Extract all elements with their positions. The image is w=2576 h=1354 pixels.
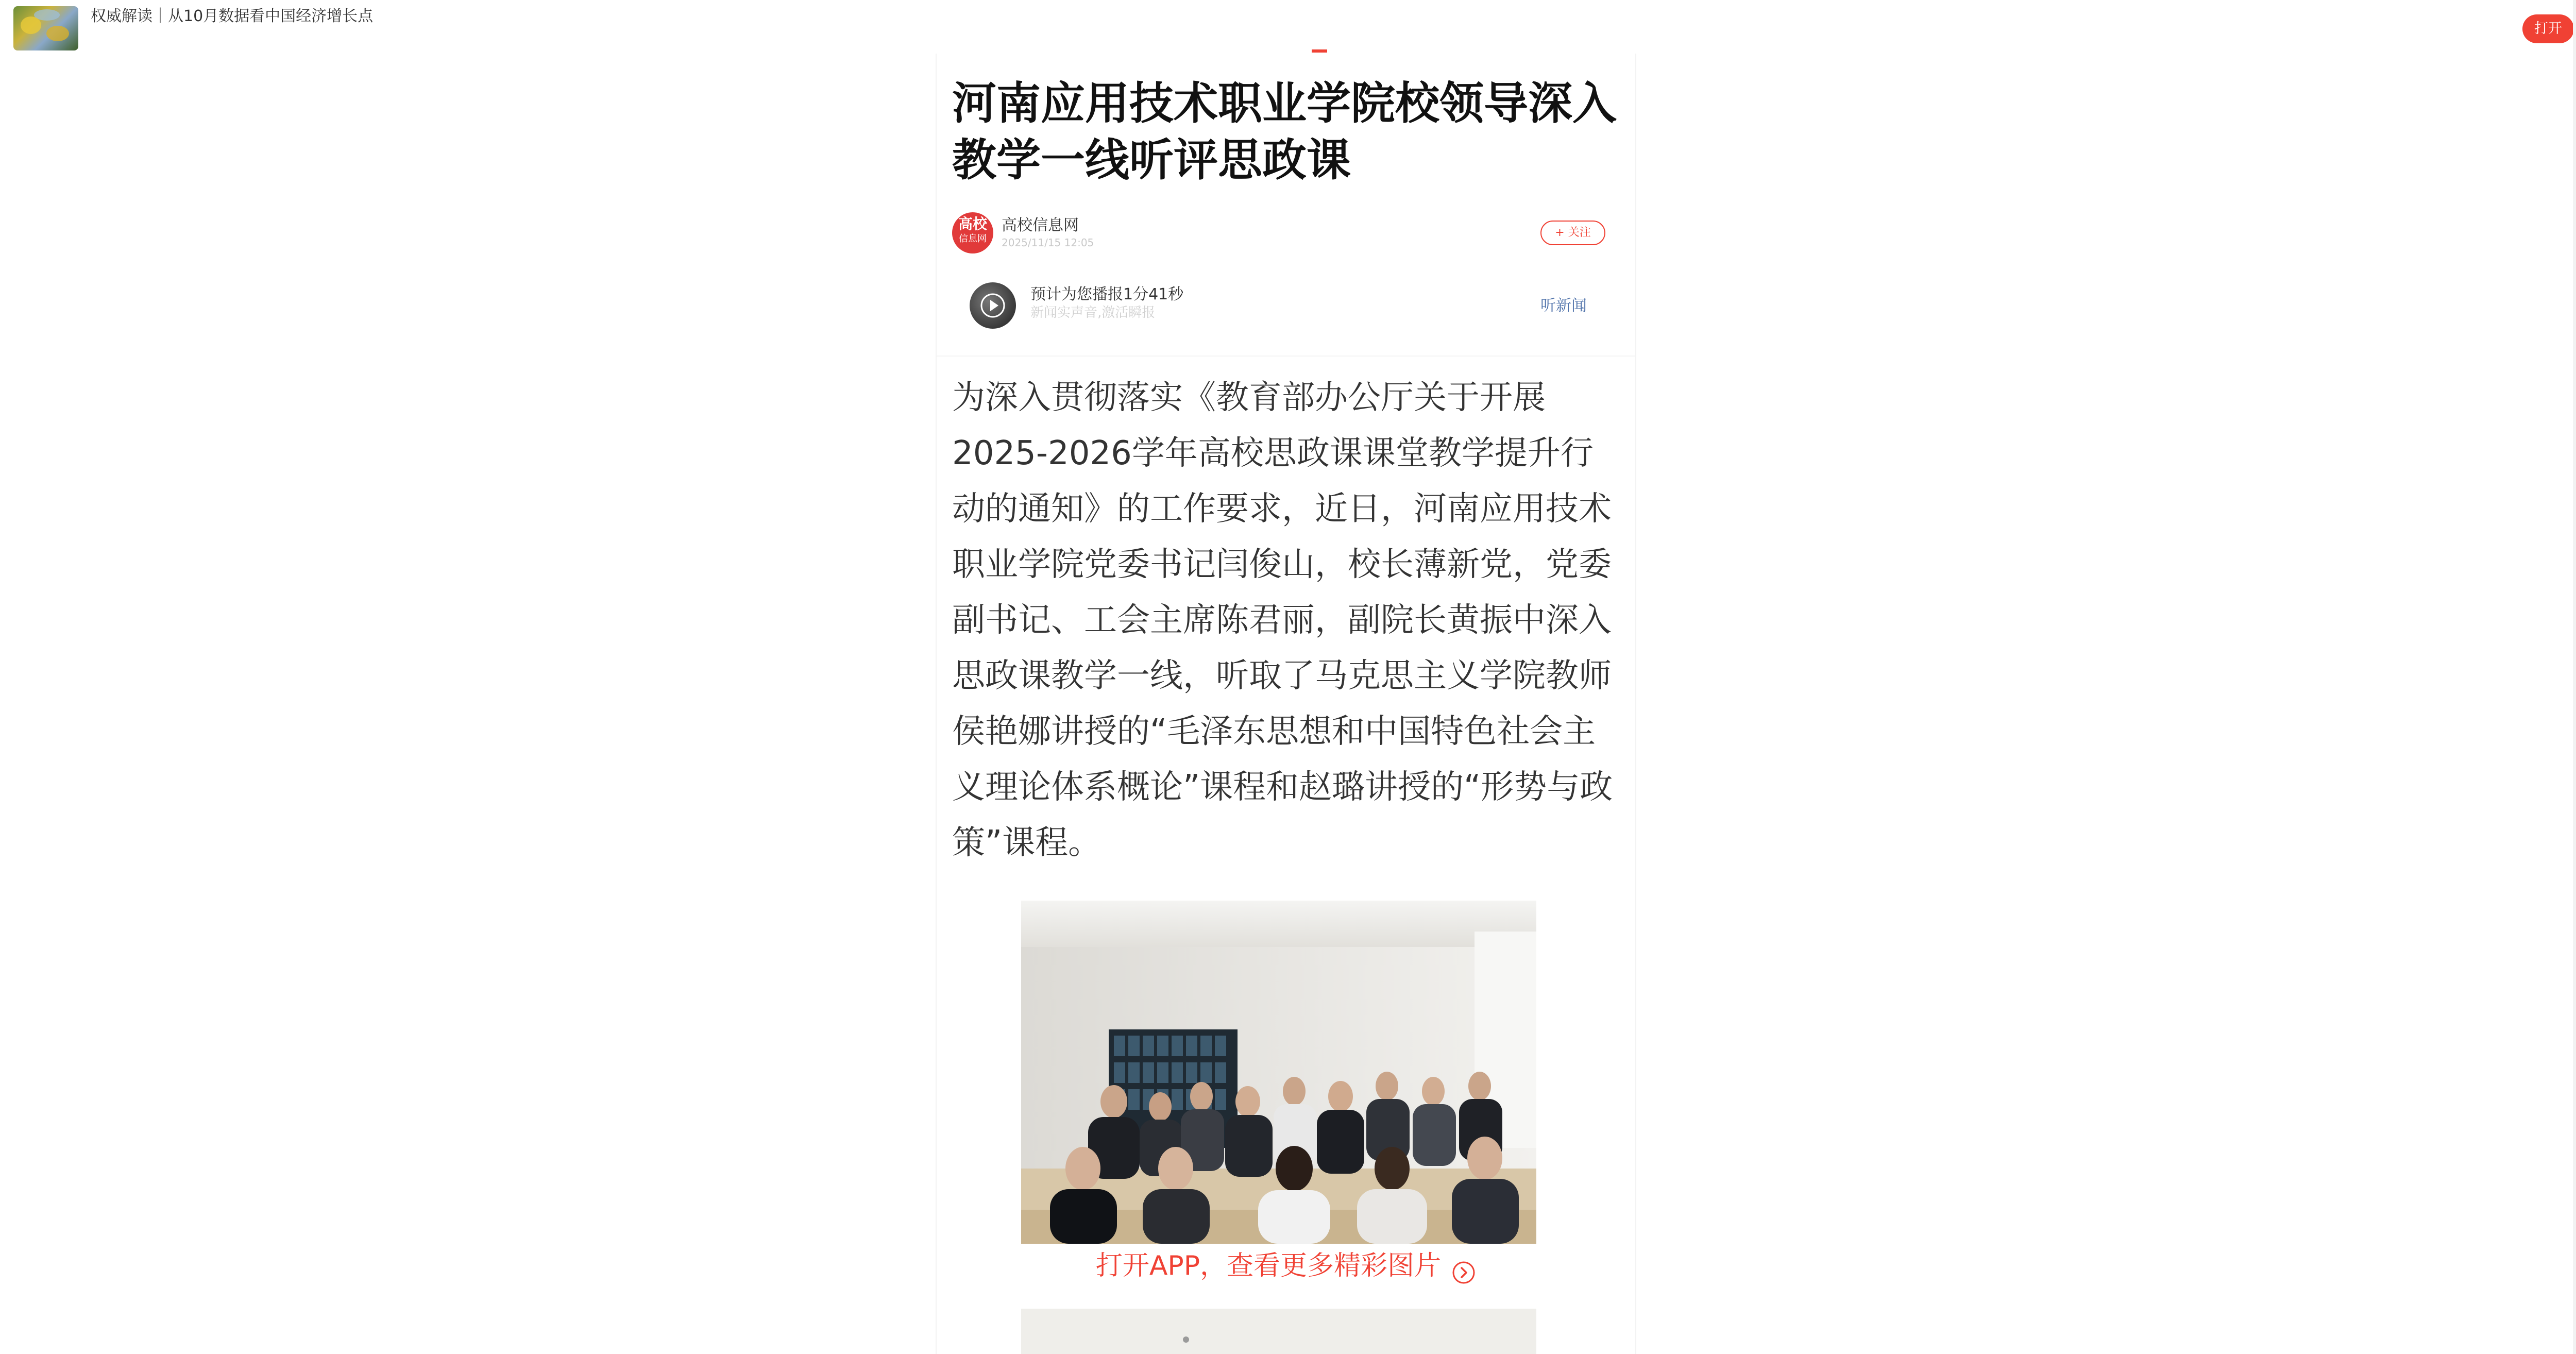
article-headline: 河南应用技术职业学院校领导深入教学一线听评思政课 <box>952 78 1617 186</box>
more-photos-label: 打开APP，查看更多精彩图片 <box>1095 1250 1442 1281</box>
header-accent-marker <box>1312 49 1327 53</box>
top-banner[interactable] <box>0 0 2576 54</box>
banner-thumbnail[interactable] <box>13 6 78 50</box>
listen-news-button[interactable]: 听新闻 <box>1540 297 1587 315</box>
article-paragraph: 为深入贯彻落实《教育部办公厅关于开展2025-2026学年高校思政课课堂教学提升行动的通知》的工作要求，近日，河南应用技术职业学院党委书记闫俊山，校长薄新党，党委副书记、工会主席陈君丽，副院长黄振中深入思政课教学一线，听取了马克思主义学院教师侯艳娜讲授的“毛泽东思想和中国特色社会主义理论体系概论”课程和赵璐讲授的“形势与政策”课程。 <box>952 379 1613 862</box>
avatar-text-line1: 高校 <box>958 215 987 232</box>
author-avatar[interactable] <box>952 212 993 253</box>
banner-title[interactable]: 权威解读｜从10月数据看中国经济增长点 <box>91 7 374 25</box>
article-photo[interactable] <box>1021 901 1536 1244</box>
audio-subtitle: 新闻实声音,激活瞬报 <box>1030 305 1156 320</box>
audio-duration-text: 预计为您播报1分41秒 <box>1030 285 1184 303</box>
publish-time: 2025/11/15 12:05 <box>1002 236 1094 249</box>
article-photo-2[interactable] <box>1021 1309 1536 1354</box>
play-icon[interactable] <box>970 282 1016 329</box>
open-app-button[interactable]: 打开 <box>2522 14 2574 43</box>
section-divider <box>937 356 1635 357</box>
avatar-text-line2: 信息网 <box>959 233 987 244</box>
more-photos-link[interactable] <box>936 1243 1636 1289</box>
scrollbar[interactable] <box>2573 0 2576 1354</box>
audio-player[interactable] <box>952 273 1617 340</box>
chevron-right-circle-icon <box>1451 1253 1476 1278</box>
follow-button[interactable]: + 关注 <box>1540 221 1605 245</box>
author-name[interactable]: 高校信息网 <box>1002 216 1079 234</box>
